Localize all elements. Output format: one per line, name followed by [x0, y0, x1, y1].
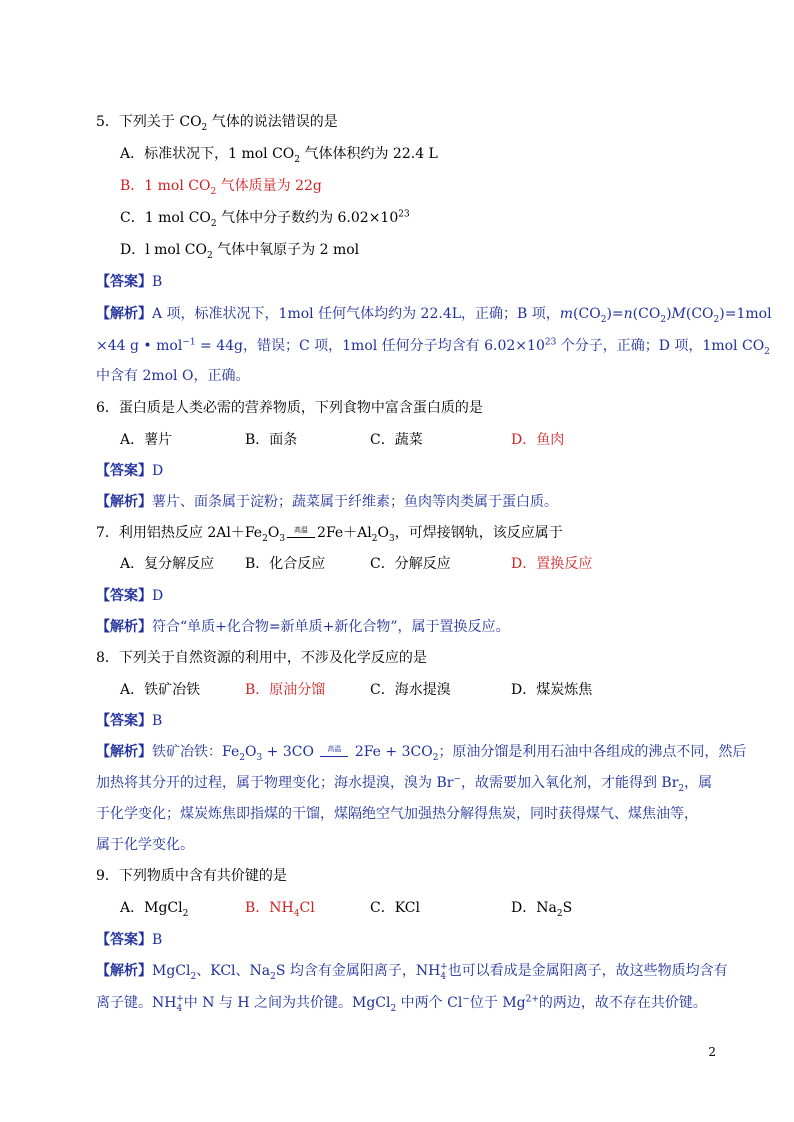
q9-option-d: D．$Na_2S$	[511, 900, 573, 919]
q8-option-c: C．海水提溴	[370, 682, 451, 698]
q7-option-b: B．化合反应	[245, 556, 326, 572]
q9-option-b: B．$NH_4Cl$	[245, 900, 315, 919]
q8-explanation-line2: 加热将其分开的过程，属于物理变化；海水提溴，溴为 Br−，故需要加入氧化剂，才能得到 $Br_2$，属	[96, 774, 713, 794]
q5-explanation-line1: 【解析】A 项，标准状况下，1mol 任何气体均约为 22.4L，正确；B 项，$m(CO_2)=n(CO_2)M(CO_2)=1mol$	[96, 306, 772, 325]
q7-option-a: A．复分解反应	[120, 556, 215, 572]
q7-explanation: 【解析】符合“单质+化合物=新单质+新化合物”，属于置换反应。	[96, 619, 510, 635]
q8-explanation-line1: 【解析】铁矿冶铁：$Fe_2O_3 + 3CO$ 高温 $2Fe + 3CO_2$；原油分馏是利用石油中各组成的沸点不同，然后	[96, 744, 747, 763]
page-number: 2	[708, 1045, 716, 1059]
q8-option-a: A．铁矿冶铁	[120, 682, 201, 698]
q9-option-a: A．MgCl$_2$	[120, 900, 189, 919]
reaction-arrow-icon: 高温	[287, 529, 315, 538]
q6-option-d: D．鱼肉	[511, 432, 565, 448]
q9-answer: 【答案】B	[96, 932, 163, 948]
q6-explanation: 【解析】薯片、面条属于淀粉；蔬菜属于纤维素；鱼肉等肉类属于蛋白质。	[96, 494, 558, 510]
q5-answer: 【答案】B	[96, 274, 163, 290]
q8-stem: 8．下列关于自然资源的利用中，不涉及化学反应的是	[96, 650, 427, 666]
q6-option-a: A．薯片	[120, 432, 173, 448]
q9-explanation-line1: 【解析】MgCl$_2$、KCl、$Na_2S$ 均含有金属阳离子，$NH_4^+$也可以看成是金属阳离子，故这些物质均含有	[96, 962, 728, 982]
q8-answer: 【答案】B	[96, 713, 163, 729]
q5-option-d: D．l mol $CO_2$ 气体中氧原子为 2 mol	[120, 242, 360, 261]
q7-stem: 7．利用铝热反应 $2Al+Fe_2O_3$ 高温 $2Fe+Al_2O_3$，可焊接钢轨，该反应属于	[96, 525, 563, 544]
q8-option-d: D．煤炭炼焦	[511, 682, 593, 698]
q7-option-c: C．分解反应	[370, 556, 451, 572]
q8-explanation-line3: 于化学变化；煤炭炼焦即指煤的干馏，煤隔绝空气加强热分解得焦炭，同时获得煤气、煤焦油等，	[96, 806, 698, 822]
q9-stem: 9．下列物质中含有共价键的是	[96, 868, 287, 884]
q9-explanation-line2: 离子键。$NH_4^+$中 N 与 H 之间为共价键。MgCl$_2$ 中两个 Cl−位于 $Mg^{2+}$的两边，故不存在共价键。	[96, 994, 707, 1014]
q8-option-b: B．原油分馏	[245, 682, 326, 698]
q5-option-b: B．1 mol $CO_2$ 气体质量为 22g	[120, 178, 322, 197]
q6-answer: 【答案】D	[96, 463, 164, 479]
q6-stem: 6．蛋白质是人类必需的营养物质，下列食物中富含蛋白质的是	[96, 400, 483, 416]
q5-stem: 5．下列关于 $CO_2$ 气体的说法错误的是	[96, 114, 338, 133]
reaction-arrow-icon: 高温	[320, 748, 348, 757]
q5-explanation-line2: ×44 g • mol$^{-1}$ = 44g，错误；C 项，1mol 任何分子均含有 $6.02\times 10^{23}$ 个分子，正确；D 项，1mol $CO_2$	[96, 337, 770, 357]
q6-option-b: B．面条	[245, 432, 298, 448]
q6-option-c: C．蔬菜	[370, 432, 423, 448]
q8-explanation-line4: 属于化学变化。	[96, 837, 194, 853]
q7-option-d: D．置换反应	[511, 556, 593, 572]
q5-explanation-line3: 中含有 2mol O，正确。	[96, 368, 250, 384]
q9-option-c: C．KCl	[370, 900, 420, 916]
q5-option-a: A．标准状况下，1 mol $CO_2$ 气体体积约为 22.4 L	[120, 146, 438, 165]
q7-answer: 【答案】D	[96, 588, 164, 604]
q5-option-c: C．1 mol $CO_2$ 气体中分子数约为 $6.02\times 10^{23}$	[120, 209, 410, 229]
